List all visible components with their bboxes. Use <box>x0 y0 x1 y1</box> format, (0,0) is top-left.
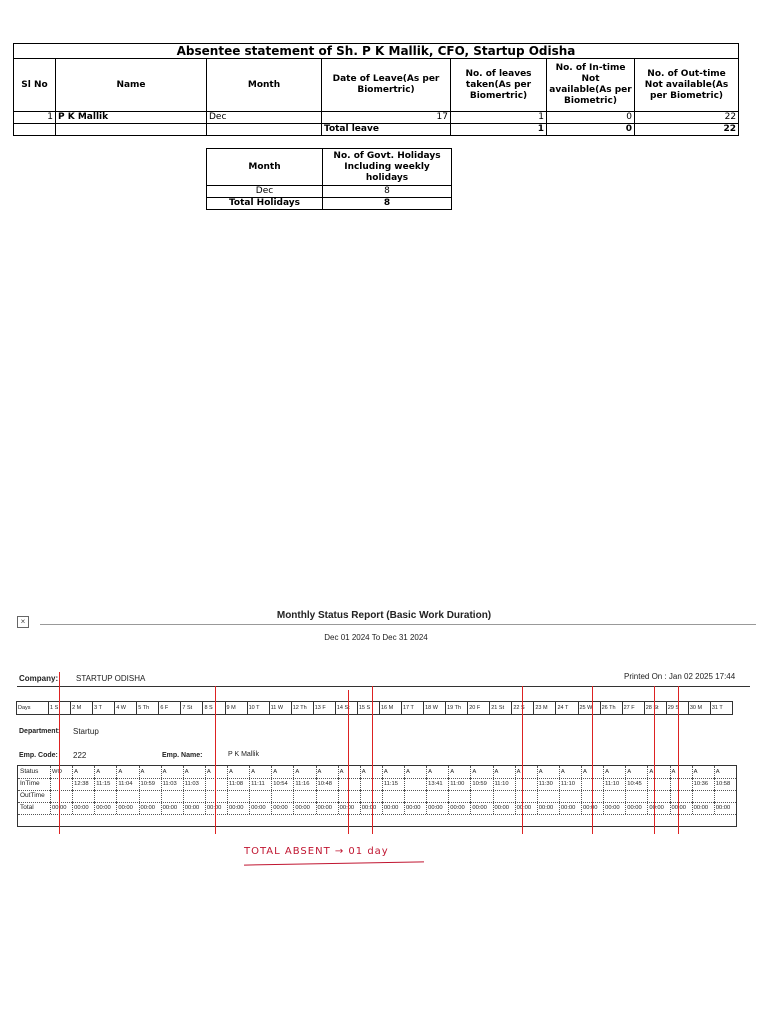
day-header-cell: 29 S <box>666 701 689 715</box>
grid-cell: 11:03 <box>161 778 183 790</box>
holidays-table <box>206 148 452 210</box>
grid-cell: A <box>515 766 537 778</box>
grid-cell: A <box>249 766 271 778</box>
attendance-grid <box>17 765 737 827</box>
grid-cell: A <box>603 766 625 778</box>
days-label: Days <box>16 701 49 715</box>
total-outtime: 22 <box>635 124 739 136</box>
grid-cell <box>249 790 271 802</box>
grid-cell: 00:00 <box>426 802 448 814</box>
grid-cell: A <box>205 766 227 778</box>
grid-cell: A <box>116 766 138 778</box>
grid-cell <box>515 790 537 802</box>
day-header-cell: 16 M <box>379 701 402 715</box>
grid-cell: A <box>647 766 669 778</box>
company-value: STARTUP ODISHA <box>76 674 146 683</box>
grid-cell: A <box>537 766 559 778</box>
grid-cell: A <box>382 766 404 778</box>
grid-cell <box>470 790 492 802</box>
day-header-cell: 30 M <box>688 701 711 715</box>
grid-cell: 00:00 <box>72 802 94 814</box>
cell-intime: 0 <box>547 112 635 124</box>
grid-cell: 11:30 <box>537 778 559 790</box>
grid-cell: 00:00 <box>625 802 647 814</box>
header-outtime-na: No. of Out-time Not available(As per Biometric) <box>635 59 739 112</box>
grid-row-total <box>18 802 736 814</box>
grid-row-label: OutTime <box>20 792 45 799</box>
grid-cell: 00:00 <box>692 802 714 814</box>
day-header-cell: 11 W <box>269 701 292 715</box>
handwritten-note: TOTAL ABSENT → 01 day <box>244 846 389 857</box>
header-holiday-count: No. of Govt. Holidays Including weekly holidays <box>323 149 452 186</box>
grid-cell <box>316 790 338 802</box>
grid-cell <box>293 790 315 802</box>
emp-name-label: Emp. Name: <box>162 752 203 759</box>
grid-cell <box>50 790 72 802</box>
annotation-line <box>372 686 373 834</box>
grid-cell: 13:41 <box>426 778 448 790</box>
divider <box>17 686 750 687</box>
grid-cell: 00:00 <box>515 802 537 814</box>
grid-cell <box>50 778 72 790</box>
grid-cell <box>382 790 404 802</box>
grid-cell: 00:00 <box>271 802 293 814</box>
department-value: Startup <box>73 727 99 736</box>
grid-cell: A <box>581 766 603 778</box>
grid-cell: 12:38 <box>72 778 94 790</box>
cell-month: Dec <box>207 112 322 124</box>
grid-cell <box>404 790 426 802</box>
day-header-cell: 13 F <box>313 701 336 715</box>
header-name: Name <box>56 59 207 112</box>
annotation-line <box>592 686 593 834</box>
table-row <box>14 112 739 124</box>
header-sl-no: Sl No <box>14 59 56 112</box>
grid-cell: A <box>493 766 515 778</box>
day-header-cell: 28 St <box>644 701 667 715</box>
grid-cell: 00:00 <box>714 802 736 814</box>
grid-cell: 00:00 <box>470 802 492 814</box>
grid-cell: A <box>559 766 581 778</box>
day-header-cell: 1 S <box>48 701 71 715</box>
annotation-line <box>59 672 60 834</box>
grid-row-label: Total <box>20 804 34 811</box>
grid-cell: 00:00 <box>227 802 249 814</box>
grid-cell: 11:11 <box>249 778 271 790</box>
day-header-cell: 3 T <box>92 701 115 715</box>
grid-cell <box>139 790 161 802</box>
emp-code-label: Emp. Code: <box>19 752 58 759</box>
title-divider <box>40 624 756 625</box>
day-cells <box>49 701 733 715</box>
header-date-of-leave: Date of Leave(As per Biomertric) <box>322 59 451 112</box>
grid-cell: 10:59 <box>470 778 492 790</box>
holiday-total-label: Total Holidays <box>207 198 323 210</box>
close-icon[interactable]: × <box>17 616 29 628</box>
day-header-cell: 7 St <box>180 701 203 715</box>
grid-cell: A <box>470 766 492 778</box>
grid-cell: A <box>338 766 360 778</box>
grid-cell <box>692 790 714 802</box>
grid-cell: 00:00 <box>183 802 205 814</box>
grid-cell: 00:00 <box>448 802 470 814</box>
total-row <box>207 198 452 210</box>
grid-cell: 10:58 <box>714 778 736 790</box>
day-header-cell: 22 S <box>511 701 534 715</box>
grid-cell: 00:00 <box>316 802 338 814</box>
annotation-line <box>654 686 655 834</box>
holiday-total-count: 8 <box>323 198 452 210</box>
day-header-cell: 15 S <box>357 701 380 715</box>
grid-cell: 00:00 <box>338 802 360 814</box>
day-header-cell: 20 F <box>467 701 490 715</box>
annotation-line <box>215 686 216 834</box>
grid-cell: A <box>692 766 714 778</box>
grid-cell: 11:15 <box>94 778 116 790</box>
annotation-line <box>678 686 679 834</box>
printed-on: Printed On : Jan 02 2025 17:44 <box>624 672 736 681</box>
day-header-cell: 19 Th <box>445 701 468 715</box>
grid-row-label: InTime <box>20 780 40 787</box>
day-header-cell: 10 T <box>247 701 270 715</box>
header-holiday-month: Month <box>207 149 323 186</box>
grid-cell: 11:08 <box>227 778 249 790</box>
day-header-cell: 8 S <box>202 701 225 715</box>
monthly-status-report <box>0 600 768 1024</box>
day-header-cell: 14 St <box>335 701 358 715</box>
day-header-cell: 4 W <box>114 701 137 715</box>
grid-cell <box>271 790 293 802</box>
grid-cell: A <box>360 766 382 778</box>
day-header-cell: 18 W <box>423 701 446 715</box>
total-intime: 0 <box>547 124 635 136</box>
grid-cell <box>72 790 94 802</box>
header-intime-na: No. of In-time Not available(As per Biometric) <box>547 59 635 112</box>
table-row <box>207 186 452 198</box>
report-title: Monthly Status Report (Basic Work Duration) <box>276 610 492 621</box>
grid-cell <box>625 790 647 802</box>
days-row <box>17 701 733 715</box>
grid-cell <box>94 790 116 802</box>
grid-cell: 00:00 <box>94 802 116 814</box>
emp-name-value: P K Mallik <box>228 751 259 758</box>
day-header-cell: 6 F <box>158 701 181 715</box>
grid-cell: 00:00 <box>647 802 669 814</box>
total-leaves: 1 <box>451 124 547 136</box>
grid-cell <box>670 778 692 790</box>
grid-cell: 00:00 <box>360 802 382 814</box>
grid-cell: A <box>404 766 426 778</box>
grid-cell: A <box>72 766 94 778</box>
grid-cell: A <box>161 766 183 778</box>
day-header-cell: 12 Th <box>291 701 314 715</box>
holiday-count: 8 <box>323 186 452 198</box>
day-header-cell: 9 M <box>225 701 248 715</box>
grid-cell: 00:00 <box>161 802 183 814</box>
day-header-cell: 31 T <box>710 701 733 715</box>
header-month: Month <box>207 59 322 112</box>
grid-cell: WO <box>50 766 72 778</box>
grid-cell: 00:00 <box>116 802 138 814</box>
grid-cell <box>360 778 382 790</box>
grid-cell <box>404 778 426 790</box>
holiday-month: Dec <box>207 186 323 198</box>
grid-cell: 10:48 <box>316 778 338 790</box>
annotation-line <box>348 690 349 834</box>
grid-cell: A <box>625 766 647 778</box>
day-header-cell: 2 M <box>70 701 93 715</box>
grid-cell <box>116 790 138 802</box>
grid-cell: 11:10 <box>493 778 515 790</box>
grid-cell: 00:00 <box>670 802 692 814</box>
grid-row-label: Status <box>20 768 39 775</box>
day-header-cell: 25 W <box>578 701 601 715</box>
grid-cell: A <box>227 766 249 778</box>
grid-cell <box>670 790 692 802</box>
cell-name: P K Mallik <box>56 112 207 124</box>
grid-cell <box>426 790 448 802</box>
grid-cell: A <box>714 766 736 778</box>
total-row <box>14 124 739 136</box>
day-header-cell: 21 St <box>489 701 512 715</box>
grid-cell <box>493 790 515 802</box>
grid-cell: 00:00 <box>581 802 603 814</box>
grid-cell: A <box>426 766 448 778</box>
grid-row-intime <box>18 778 736 790</box>
grid-cell: A <box>316 766 338 778</box>
grid-cell <box>647 790 669 802</box>
cell-leaves: 1 <box>451 112 547 124</box>
grid-cell: 10:59 <box>139 778 161 790</box>
grid-cell: 10:54 <box>271 778 293 790</box>
grid-cell: 00:00 <box>205 802 227 814</box>
grid-cell: 00:00 <box>382 802 404 814</box>
grid-cell: 00:00 <box>537 802 559 814</box>
company-label: Company: <box>19 674 59 683</box>
grid-cell <box>647 778 669 790</box>
grid-cell: 00:00 <box>249 802 271 814</box>
grid-cell: A <box>448 766 470 778</box>
grid-cell <box>559 790 581 802</box>
grid-cell: 11:03 <box>183 778 205 790</box>
grid-cell <box>227 790 249 802</box>
total-label: Total leave <box>322 124 451 136</box>
header-leaves-taken: No. of leaves taken(As per Biomertric) <box>451 59 547 112</box>
grid-cell: 10:45 <box>625 778 647 790</box>
day-header-cell: 23 M <box>533 701 556 715</box>
grid-cell <box>603 790 625 802</box>
grid-row-outtime <box>18 790 736 802</box>
grid-cell: A <box>183 766 205 778</box>
grid-cell <box>183 790 205 802</box>
grid-cell: 11:04 <box>116 778 138 790</box>
grid-cell <box>714 790 736 802</box>
grid-cell: 00:00 <box>493 802 515 814</box>
absentee-title: Absentee statement of Sh. P K Mallik, CFO, Startup Odisha <box>14 44 739 59</box>
day-header-cell: 17 T <box>401 701 424 715</box>
grid-cell: 00:00 <box>50 802 72 814</box>
note-underline <box>244 861 424 865</box>
grid-cell: 11:10 <box>603 778 625 790</box>
cell-date: 17 <box>322 112 451 124</box>
grid-cell: A <box>139 766 161 778</box>
cell-outtime: 22 <box>635 112 739 124</box>
grid-cell <box>161 790 183 802</box>
grid-cell: 11:16 <box>293 778 315 790</box>
absentee-table <box>13 43 739 136</box>
grid-cell <box>537 790 559 802</box>
grid-cell: 11:15 <box>382 778 404 790</box>
grid-cell: 00:00 <box>139 802 161 814</box>
grid-cell: A <box>271 766 293 778</box>
department-label: Department: <box>19 728 61 735</box>
grid-cell <box>360 790 382 802</box>
grid-cell: 00:00 <box>559 802 581 814</box>
cell-sl-no: 1 <box>14 112 56 124</box>
report-date-range: Dec 01 2024 To Dec 31 2024 <box>324 633 428 642</box>
grid-cell: A <box>293 766 315 778</box>
grid-cell: 11:00 <box>448 778 470 790</box>
grid-cell: 11:10 <box>559 778 581 790</box>
grid-cell: 00:00 <box>603 802 625 814</box>
day-header-cell: 5 Th <box>136 701 159 715</box>
grid-cell <box>448 790 470 802</box>
annotation-line <box>522 686 523 834</box>
grid-cell: 00:00 <box>293 802 315 814</box>
grid-cell: A <box>94 766 116 778</box>
grid-row-status <box>18 766 736 778</box>
day-header-cell: 26 Th <box>600 701 623 715</box>
grid-cell: 10:36 <box>692 778 714 790</box>
day-header-cell: 24 T <box>555 701 578 715</box>
grid-cell: 00:00 <box>404 802 426 814</box>
emp-code-value: 222 <box>73 751 87 760</box>
grid-cell <box>515 778 537 790</box>
day-header-cell: 27 F <box>622 701 645 715</box>
grid-cell: A <box>670 766 692 778</box>
